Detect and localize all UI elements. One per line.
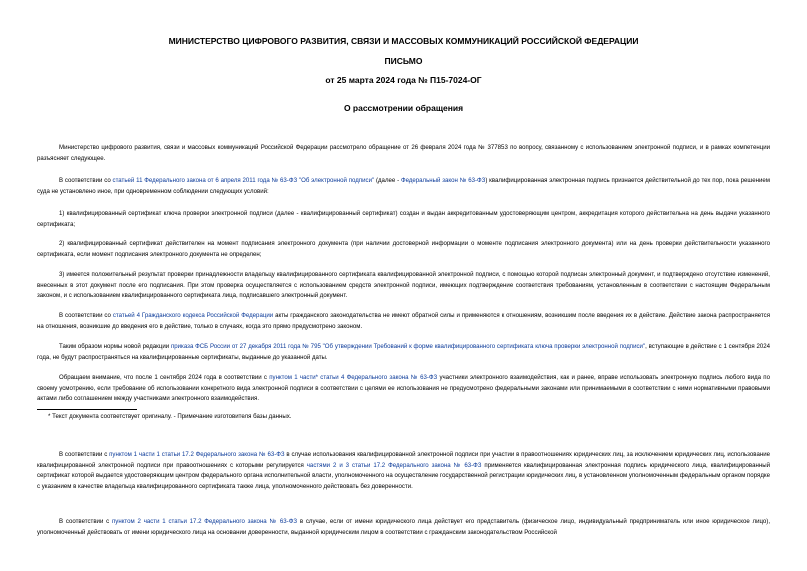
text-run: (далее - <box>374 177 401 184</box>
paragraph-intro: Министерство цифрового развития, связи и массовых коммуникаций Российской Федерации рассмотрело обращение от 26 февраля 2024 года № 377853 по вопросу, связанному с использованием электронной подписи, и в рамках компетенции разъясняет следующее. <box>37 144 770 162</box>
link-article-11-law-63fz[interactable]: статьей 11 Федерального закона от 6 апреля 2011 года № 63-ФЗ "Об электронной подписи" <box>112 177 375 184</box>
paragraph-article-17-2-point-2 <box>37 517 770 538</box>
paragraph-condition-2: 2) квалифицированный сертификат действителен на момент подписания электронного документа (при наличии достоверной информации о моменте подписания электронного документа) или на день проверки действительности указанного сертификата, если момент подписания электронного документа не определен; <box>37 240 770 258</box>
link-fsb-order-795[interactable]: приказа ФСБ России от 27 декабря 2011 года № 795 "Об утверждении Требований к форме квалифицированного сертификата ключа проверки электронной подписи" <box>170 343 646 350</box>
text-run: В соответствии со <box>59 177 113 184</box>
footnote: * Текст документа соответствует оригиналу. - Примечание изготовителя базы данных. <box>48 413 292 420</box>
text-run: ) квалифицированная электронная подпись признается действительной до тех пор, пока решением суда не установлено иное, при одновременном соблюдении следующих условий: <box>37 177 770 195</box>
text-run: Таким образом нормы новой редакции <box>59 343 171 350</box>
footnote-divider <box>37 409 137 410</box>
text-run: , вступающие в действие с 1 сентября 2024 года, не будут распространяться на квалифицированные сертификаты, выданные до указанной даты. <box>37 343 770 361</box>
text-run: в случае, если от имени юридического лица действует его представитель (физическое лицо, индивидуальный предприниматель или иное юридическое лицо), уполномоченный действовать от имени юридического лица на основании доверенности, выданной юридическим лицом в соответствии с гражданским законодательством Российской <box>37 518 771 536</box>
text-run: Обращаем внимание, что после 1 сентября 2024 года в соответствии с <box>59 374 270 381</box>
document-subject: О рассмотрении обращения <box>343 103 464 113</box>
link-article-4-law-63fz[interactable]: пунктом 1 части* статьи 4 Федерального закона № 63-ФЗ <box>269 374 438 381</box>
document-type: ПИСЬМО <box>384 56 423 66</box>
document-date-number: от 25 марта 2024 года № П15-7024-ОГ <box>325 75 482 85</box>
text-run: в случае использования квалифицированной электронной подписи при участии в правоотношениях юридических лиц, за исключением юридических лиц, использование квалифицированной электронной подписи при правоотношениях с которыми регулируется <box>37 451 771 469</box>
text-run: акты гражданского законодательства не имеют обратной силы и применяются к отношениям, возникшим после введения их в действие. Действие закона распространяется на отношения, возникшие до введения его в действие, только в случаях, когда это прямо предусмотрено законом. <box>37 312 770 330</box>
paragraph-article-11 <box>37 176 770 197</box>
text-run: применяется квалифицированная электронная подпись юридического лица, квалифицированный сертификат которой выдается удостоверяющим центром федерального органа исполнительной власти, уполномоченного на осуществление государственной регистрации юридических лиц, в установленном уполномоченным федеральным органом порядке с указанием в качестве владельца квалифицированного сертификата также лица, уполномоченного действовать без доверенности. <box>37 461 770 490</box>
paragraph-condition-1: 1) квалифицированный сертификат ключа проверки электронной подписи (далее - квалифицированный сертификат) создан и выдан аккредитованным удостоверяющим центром, аккредитация которого действительна на день выдачи указанного сертификата; <box>37 210 770 228</box>
ministry-title: МИНИСТЕРСТВО ЦИФРОВОГО РАЗВИТИЯ, СВЯЗИ И МАССОВЫХ КОММУНИКАЦИЙ РОССИЙСКОЙ ФЕДЕРАЦИИ <box>168 36 639 46</box>
paragraph-article-17-2-point-1 <box>37 450 770 492</box>
link-law-63fz[interactable]: Федеральный закон № 63-ФЗ <box>400 177 486 184</box>
text-run: В соответствии с <box>59 518 112 525</box>
text-run: участники электронного взаимодействия, как и ранее, вправе использовать электронную подпись любого вида по своему усмотрению, если требование об использовании конкретного вида электронной подписи в соответствии с целями ее использования не предусмотрено федеральными законами или принимаемыми в соответствии с ними нормативными правовыми актами либо соглашением между участниками электронного взаимодействия. <box>37 374 770 402</box>
link-civil-code-article-4[interactable]: статьей 4 Гражданского кодекса Российской Федерации <box>112 312 274 319</box>
paragraph-condition-3: 3) имеется положительный результат проверки принадлежности владельцу квалифицированного сертификата квалифицированной электронной подписи, с помощью которой подписан электронный документ, и подтверждено отсутствие изменений, внесенных в этот документ после его подписания. При этом проверка осуществляется с использованием средств электронной подписи, имеющих подтверждение соответствия требованиям, установленным в соответствии с настоящим Федеральным законом, и с использованием квалифицированного сертификата лица, подписавшего электронный документ. <box>37 271 770 299</box>
paragraph-fsb-order <box>37 342 770 363</box>
text-run: В соответствии с <box>59 451 110 458</box>
link-article-17-2-point-2[interactable]: пунктом 2 части 1 статьи 17.2 Федерального закона № 63-ФЗ <box>111 518 298 525</box>
link-article-17-2-point-1[interactable]: пунктом 1 части 1 статьи 17.2 Федерального закона № 63-ФЗ <box>109 451 285 458</box>
text-run: В соответствии со <box>59 312 113 319</box>
link-article-17-2-parts-2-3[interactable]: частями 2 и 3 статьи 17.2 Федерального закона № 63-ФЗ <box>306 461 482 469</box>
paragraph-attention <box>37 373 770 405</box>
paragraph-civil-code <box>37 311 770 332</box>
